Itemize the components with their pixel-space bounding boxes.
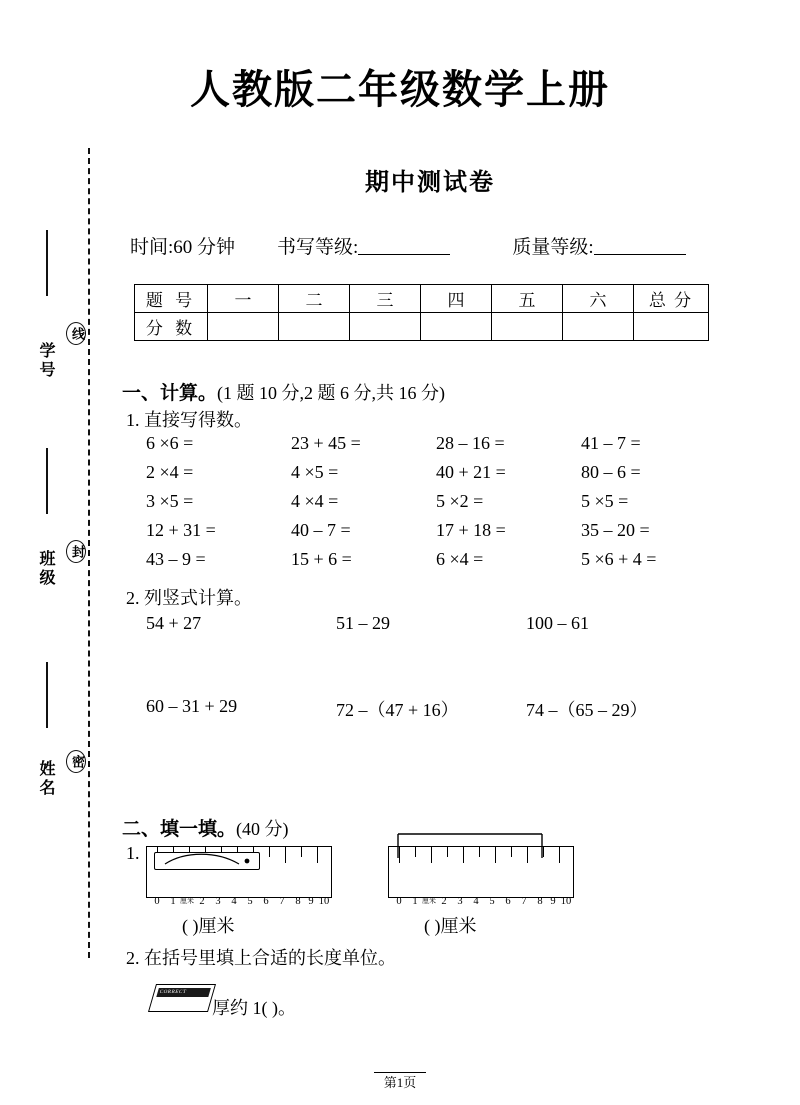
ruler-num: 2 [441,896,447,907]
oral-row [146,549,746,578]
vertical-item[interactable]: 51 – 29 [336,613,390,633]
ruler-num: 3 [215,896,221,907]
eraser-icon [148,984,216,1012]
quality-grade-blank[interactable] [594,235,686,255]
score-table-col-3: 三 [350,285,421,313]
ruler-cm-label: 厘米 [180,897,194,905]
ruler-num: 6 [505,896,511,907]
score-table-col-6: 六 [563,285,634,313]
ruler-num: 1 [170,896,176,907]
exam-info-row [130,232,740,259]
score-cell-2[interactable] [279,313,350,341]
vertical-item[interactable]: 60 – 31 + 29 [146,696,238,716]
vertical-row [146,696,746,722]
score-table-row-label: 题 号 [135,285,208,313]
ruler-num: 8 [295,896,301,907]
quality-grade-field [512,232,685,259]
pencil-icon [154,852,260,870]
section-2-title: 二、填一填。 [122,819,237,840]
score-table-col-4: 四 [421,285,492,313]
oral-item[interactable]: 6 ×6 = [146,433,194,453]
ruler-num: 3 [457,896,463,907]
ruler-1-answer-blank[interactable]: ( )厘米 [182,916,235,936]
page-title: 人教版二年级数学上册 [190,67,610,112]
ruler-num: 10 [318,896,330,907]
ruler-num: 7 [279,896,285,907]
vertical-item[interactable]: 54 + 27 [146,613,202,633]
oral-item[interactable]: 5 ×2 = [436,491,484,511]
ruler-num: 9 [550,896,556,907]
oral-row [146,433,746,462]
score-cell-5[interactable] [492,313,563,341]
ruler-num: 5 [489,896,495,907]
measured-segment [388,832,574,868]
writing-grade-blank[interactable] [358,235,450,255]
oral-item[interactable]: 15 + 6 = [291,549,352,569]
oral-row [146,491,746,520]
vertical-row [146,613,746,634]
table-row-question-no [135,285,709,313]
ruler-num: 2 [199,896,205,907]
section-1-title: 一、计算。 [122,383,218,404]
oral-item[interactable]: 43 – 9 = [146,549,206,569]
section-2-note: (40 分) [236,819,289,839]
vertical-calculation-grid-row1 [146,613,746,634]
ruler-figure-1 [146,846,332,907]
question-1-1-label: 1. 直接写得数。 [126,410,252,430]
ruler-cm-label: 厘米 [422,897,436,905]
score-table-col-total: 总 分 [634,285,709,313]
question-2-2-label: 2. 在括号里填上合适的长度单位。 [126,948,396,968]
vertical-calculation-grid-row2 [146,696,746,722]
oral-item[interactable]: 5 ×6 + 4 = [581,549,657,569]
question-2-1-label: 1. [126,843,140,863]
ruler-num: 8 [537,896,543,907]
ruler-num: 10 [560,896,572,907]
exam-subtitle: 期中测试卷 [365,170,495,196]
oral-item[interactable]: 4 ×5 = [291,462,339,482]
oral-item[interactable]: 35 – 20 = [581,520,650,540]
oral-item[interactable]: 28 – 16 = [436,433,505,453]
oral-item[interactable]: 4 ×4 = [291,491,339,511]
ruler-num: 0 [154,896,160,907]
seal-label-student-no: 学号 [37,342,54,380]
seal-divider-3 [46,662,48,728]
vertical-item[interactable]: 72 –（47 + 16） [336,700,459,720]
seal-divider-1 [46,230,48,296]
oral-item[interactable]: 5 ×5 = [581,491,629,511]
score-table-col-1: 一 [208,285,279,313]
score-table [134,284,709,341]
ruler-num: 0 [396,896,402,907]
ruler-num: 4 [231,896,237,907]
page-footer [0,1072,800,1091]
oral-item[interactable]: 41 – 7 = [581,433,641,453]
oral-item[interactable]: 6 ×4 = [436,549,484,569]
score-table-col-2: 二 [279,285,350,313]
score-table-col-5: 五 [492,285,563,313]
score-table-row-label-score: 分 数 [135,313,208,341]
score-cell-6[interactable] [563,313,634,341]
ruler-num: 4 [473,896,479,907]
oral-item[interactable]: 23 + 45 = [291,433,361,453]
section-1-note: (1 题 10 分,2 题 6 分,共 16 分) [217,383,446,403]
ruler-num: 5 [247,896,253,907]
ruler-figure-2 [388,846,574,907]
seal-char-line: 线 [66,322,86,345]
page-number: 第1页 [374,1072,427,1090]
quality-grade-label: 质量等级: [512,237,594,258]
oral-item[interactable]: 2 ×4 = [146,462,194,482]
seal-label-class: 班级 [37,550,54,588]
seal-label-column [20,150,86,960]
vertical-item[interactable]: 100 – 61 [526,613,589,633]
score-cell-3[interactable] [350,313,421,341]
table-row-score [135,313,709,341]
seal-divider-2 [46,448,48,514]
ruler-num: 1 [412,896,418,907]
seal-char-cut: 封 [66,540,86,563]
oral-item[interactable]: 40 – 7 = [291,520,351,540]
section-1-heading [122,378,445,405]
eraser-brand-text: CORRECT [158,990,187,995]
writing-grade-field [277,232,450,259]
oral-calculation-grid [146,433,746,578]
time-label: 时间:60 分钟 [130,237,236,258]
oral-item[interactable]: 17 + 18 = [436,520,506,540]
oral-item[interactable]: 80 – 6 = [581,462,641,482]
seal-dashed-line [88,148,90,958]
question-1-2-label: 2. 列竖式计算。 [126,588,252,608]
ruler-num: 6 [263,896,269,907]
oral-item[interactable]: 40 + 21 = [436,462,506,482]
oral-item[interactable]: 12 + 31 = [146,520,216,540]
seal-label-name: 姓名 [37,760,54,798]
score-cell-1[interactable] [208,313,279,341]
score-cell-4[interactable] [421,313,492,341]
score-cell-total[interactable] [634,313,709,341]
seal-char-seal: 密 [66,750,86,773]
vertical-item[interactable]: 74 –（65 – 29） [526,700,648,720]
oral-row [146,462,746,491]
ruler-num: 7 [521,896,527,907]
writing-grade-label: 书写等级: [277,237,359,258]
section-2-heading [122,814,289,841]
ruler-2-answer-blank[interactable]: ( )厘米 [424,916,477,936]
eraser-thickness-blank[interactable]: 厚约 1( )。 [212,998,296,1018]
ruler-num: 9 [308,896,314,907]
oral-row [146,520,746,549]
oral-item[interactable]: 3 ×5 = [146,491,194,511]
